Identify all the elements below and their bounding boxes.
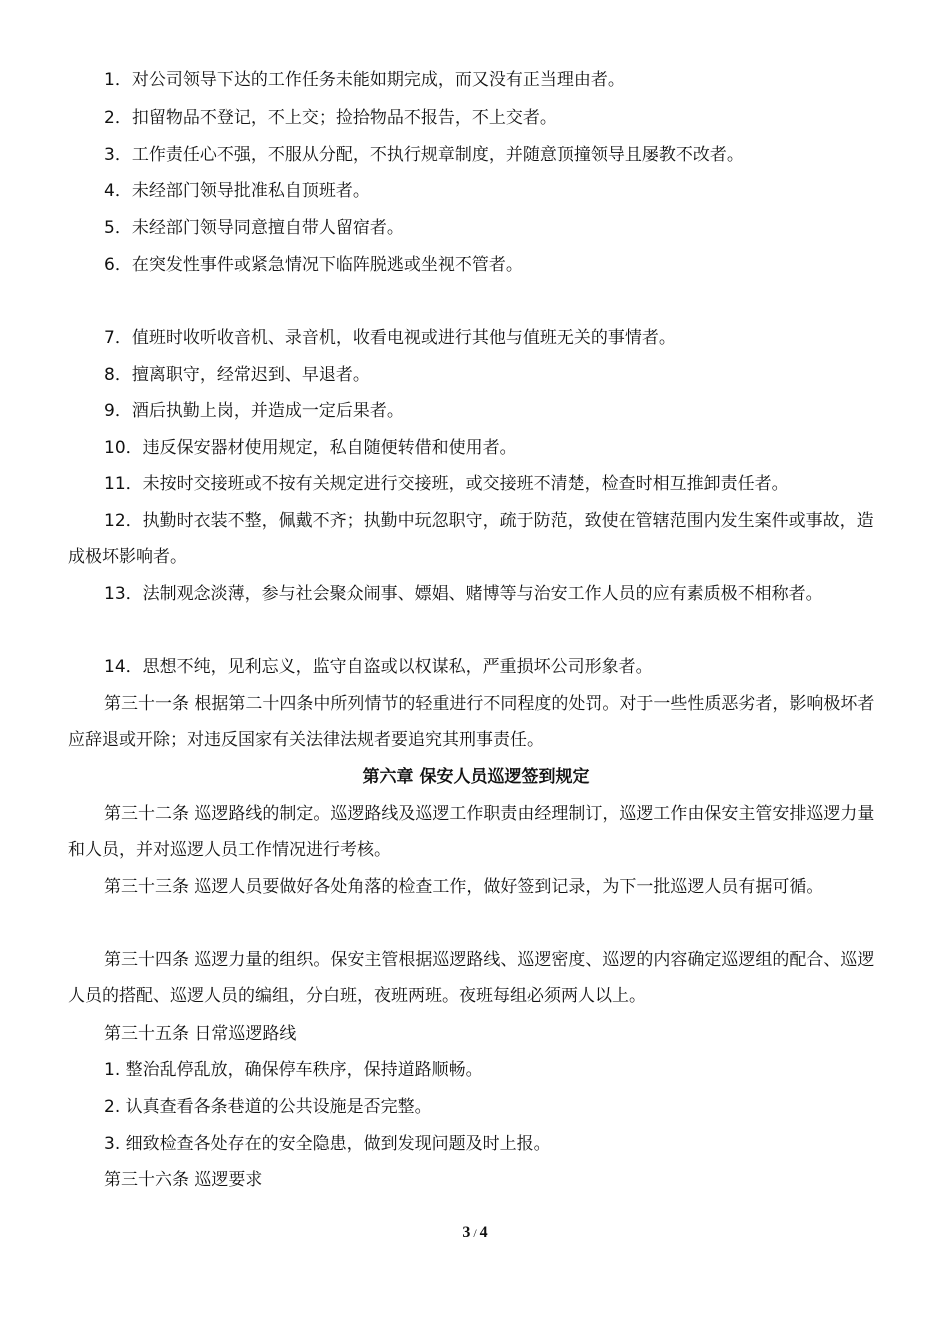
route-list-item: 2. 认真查看各条巷道的公共设施是否完整。 <box>104 1097 432 1117</box>
article-31: 第三十一条 根据第二十四条中所列情节的轻重进行不同程度的处罚。对于一些性质恶劣者，影响极坏者应辞退或开除；对违反国家有关法律法规者要追究其刑事责任。 <box>68 694 875 750</box>
list-item: 3．工作责任心不强，不服从分配，不执行规章制度，并随意顶撞领导且屡教不改者。 <box>104 145 744 165</box>
article-34: 第三十四条 巡逻力量的组织。保安主管根据巡逻路线、巡逻密度、巡逻的内容确定巡逻组的配合、巡逻人员的搭配、巡逻人员的编组，分白班，夜班两班。夜班每组必须两人以上。 <box>68 950 875 1006</box>
page-total: 4 <box>479 1224 488 1241</box>
list-item: 12．执勤时衣装不整，佩戴不齐；执勤中玩忽职守，疏于防范，致使在管辖范围内发生案件或事故，造成极坏影响者。 <box>68 511 874 567</box>
list-item: 2．扣留物品不登记，不上交；捡拾物品不报告，不上交者。 <box>104 108 557 128</box>
chapter-title: 第六章 保安人员巡逻签到规定 <box>362 767 590 787</box>
page-number <box>0 1224 950 1242</box>
route-list-item: 1. 整治乱停乱放，确保停车秩序，保持道路顺畅。 <box>104 1060 483 1080</box>
list-item: 11．未按时交接班或不按有关规定进行交接班，或交接班不清楚，检查时相互推卸责任者。 <box>104 474 789 494</box>
list-item: 13．法制观念淡薄，参与社会聚众闹事、嫖娼、赌博等与治安工作人员的应有素质极不相称者。 <box>104 584 823 604</box>
list-item: 6．在突发性事件或紧急情况下临阵脱逃或坐视不管者。 <box>104 255 523 275</box>
list-item: 10．违反保安器材使用规定，私自随便转借和使用者。 <box>104 438 517 458</box>
page-separator: / <box>473 1226 477 1240</box>
article-35: 第三十五条 日常巡逻路线 <box>104 1024 297 1044</box>
list-item: 7．值班时收听收音机、录音机，收看电视或进行其他与值班无关的事情者。 <box>104 328 676 348</box>
list-item: 9．酒后执勤上岗，并造成一定后果者。 <box>104 401 404 421</box>
article-36: 第三十六条 巡逻要求 <box>104 1170 263 1190</box>
list-item: 1．对公司领导下达的工作任务未能如期完成，而又没有正当理由者。 <box>104 70 625 90</box>
list-item: 4．未经部门领导批准私自顶班者。 <box>104 181 370 201</box>
article-33: 第三十三条 巡逻人员要做好各处角落的检查工作，做好签到记录，为下一批巡逻人员有据可循。 <box>104 877 824 897</box>
list-item: 8．擅离职守，经常迟到、早退者。 <box>104 365 370 385</box>
list-item: 5．未经部门领导同意擅自带人留宿者。 <box>104 218 404 238</box>
route-list-item: 3. 细致检查各处存在的安全隐患，做到发现问题及时上报。 <box>104 1134 551 1154</box>
article-32: 第三十二条 巡逻路线的制定。巡逻路线及巡逻工作职责由经理制订，巡逻工作由保安主管安排巡逻力量和人员，并对巡逻人员工作情况进行考核。 <box>68 804 875 860</box>
list-item: 14．思想不纯，见利忘义，监守自盗或以权谋私，严重损坏公司形象者。 <box>104 657 653 677</box>
page-current: 3 <box>462 1224 471 1241</box>
